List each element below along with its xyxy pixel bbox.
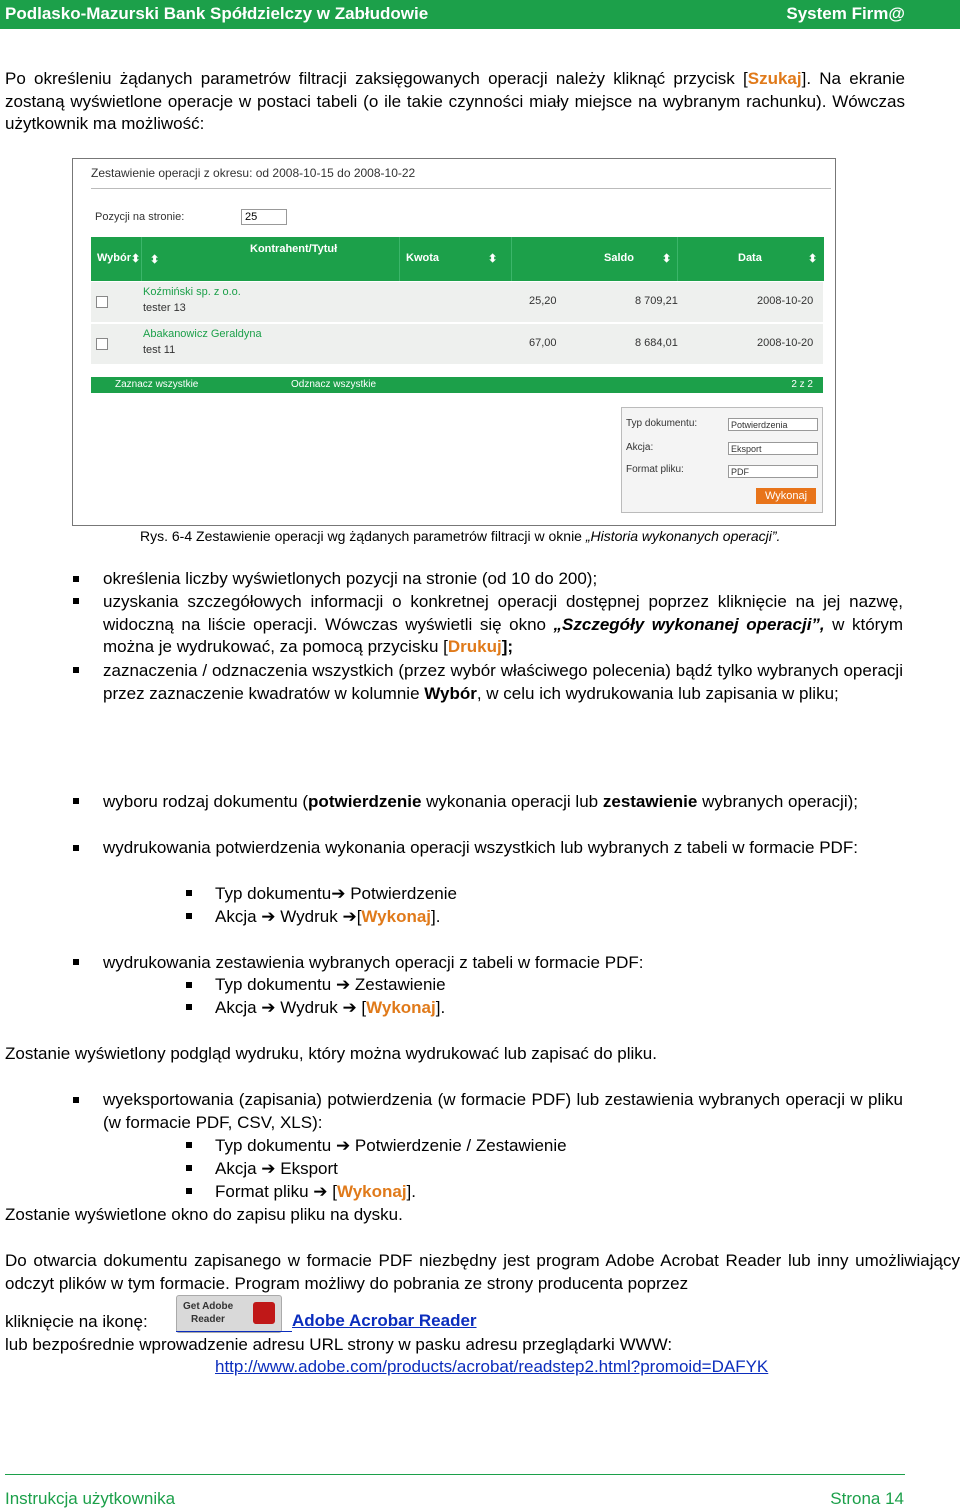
doc-type-select[interactable]: Potwierdzenia	[728, 418, 818, 431]
footer-divider	[5, 1474, 905, 1475]
preview-paragraph: Zostanie wyświetlony podgląd wydruku, który można wydrukować lub zapisać do pliku.	[5, 1044, 657, 1063]
bullet-icon	[186, 1165, 192, 1171]
bullet-icon	[73, 667, 79, 673]
list-item: wyeksportowania (zapisania) potwierdzenia (w formacie PDF) lub zestawienia wybranych operacji w pliku (w formacie PDF, CSV, XLS):	[103, 1090, 903, 1132]
page-counter: 2 z 2	[791, 379, 813, 390]
page-header	[0, 0, 960, 29]
bullet-icon	[73, 798, 79, 804]
list-item: określenia liczby wyświetlonych pozycji na stronie (od 10 do 200);	[103, 569, 598, 588]
col-date[interactable]: Data ⬍	[677, 237, 824, 281]
selection-bar	[91, 377, 823, 393]
contractor-link[interactable]: Abakanowicz Geraldyna	[143, 328, 262, 340]
date: 2008-10-20	[757, 337, 814, 349]
list-item: zaznaczenia / odznaczenia wszystkich (przez wybór właściwego polecenia) bądź tylko wybranych operacji przez zaznaczenie kwadratów w kolumnie Wybór, w celu ich wydrukowania lub zapisania w pliku;	[103, 661, 903, 703]
search-button-ref: Szukaj	[747, 69, 802, 88]
sub-item: Typ dokumentu ➔ Zestawienie	[215, 975, 446, 994]
per-page-label: Pozycji na stronie:	[95, 211, 185, 223]
list-item: uzyskania szczegółowych informacji o konkretnej operacji dostępnej poprzez kliknięcie na jej nazwę, widoczną na liście operacji. Wówczas wyświetli się okno „Szczegóły wykonanej operacji”, w którym można je wydrukować, za pomocą przycisku [Drukuj];	[103, 592, 903, 656]
sort-arrows-icon: ⬍	[150, 254, 160, 266]
bullet-icon	[186, 913, 192, 919]
amount: 25,20	[529, 295, 557, 307]
bullet-icon	[73, 1097, 79, 1103]
table-row[interactable]	[91, 323, 823, 364]
sub-item: Format pliku ➔ [Wykonaj].	[215, 1182, 416, 1201]
bullet-icon	[186, 1004, 192, 1010]
row-checkbox[interactable]	[96, 296, 108, 308]
per-page-select[interactable]: 25	[241, 209, 287, 225]
bank-name: Podlasko-Mazurski Bank Spółdzielczy w Zabłudowie	[5, 4, 429, 23]
col-amount[interactable]: Kwota ⬍	[399, 237, 512, 281]
operations-table	[91, 237, 823, 361]
adobe-reader-link[interactable]: Adobe Acrobar Reader	[292, 1311, 477, 1330]
sub-item: Akcja ➔ Wydruk ➔ [Wykonaj].	[215, 998, 446, 1017]
figure-caption: Rys. 6-4 Zestawienie operacji wg żądanych parametrów filtracji w oknie „Historia wykonanych operacji”.	[140, 528, 781, 544]
system-name: System Firm@	[786, 4, 905, 23]
doc-type-label: Typ dokumentu:	[626, 418, 698, 429]
row-checkbox[interactable]	[96, 338, 108, 350]
sort-arrows-icon: ⬍	[131, 253, 141, 265]
sort-arrows-icon: ⬍	[808, 253, 818, 265]
amount: 67,00	[529, 337, 557, 349]
operation-title: test 11	[143, 344, 176, 356]
list-item: wydrukowania potwierdzenia wykonania operacji wszystkich lub wybranych z tabeli w formacie PDF:	[103, 838, 858, 857]
adobe-url-link[interactable]: http://www.adobe.com/products/acrobat/readstep2.html?promoid=DAFYK	[215, 1357, 769, 1376]
bullet-icon	[73, 598, 79, 604]
bullet-icon	[73, 845, 79, 851]
direct-entry-text: lub bezpośrednie wprowadzenie adresu URL strony w pasku adresu przeglądarki WWW:	[5, 1335, 673, 1354]
table-row[interactable]	[91, 281, 823, 322]
format-label: Format pliku:	[626, 464, 684, 475]
action-label: Akcja:	[626, 442, 654, 453]
get-adobe-reader-icon[interactable]: Get Adobe Reader	[176, 1295, 282, 1333]
deselect-all-link[interactable]: Odznacz wszystkie	[291, 379, 377, 390]
url-wrap	[215, 1357, 768, 1377]
page-number: Strona 14	[830, 1489, 904, 1508]
format-select[interactable]: PDF	[728, 465, 818, 478]
list-item: wydrukowania zestawienia wybranych operacji z tabeli w formacie PDF:	[103, 953, 644, 972]
col-select[interactable]: Wybór ⬍	[91, 237, 141, 281]
action-select[interactable]: Eksport	[728, 442, 818, 455]
save-paragraph: Zostanie wyświetlone okno do zapisu pliku na dysku.	[5, 1205, 403, 1224]
acrobat-paragraph: Do otwarcia dokumentu zapisanego w formacie PDF niezbędny jest program Adobe Acrobat Reader lub inny umożliwiający odczyt plików w tym formacie. Program możliwy do pobrania ze strony producenta poprzez	[5, 1251, 960, 1293]
footer-left: Instrukcja użytkownika	[5, 1489, 176, 1508]
sub-item: Typ dokumentu➔ Potwierdzenie	[215, 884, 457, 903]
bullet-icon	[73, 959, 79, 965]
operations-screenshot	[72, 158, 836, 526]
sub-item: Typ dokumentu ➔ Potwierdzenie / Zestawienie	[215, 1136, 567, 1155]
reader-link-wrap	[292, 1311, 477, 1331]
sub-item: Akcja ➔ Eksport	[215, 1159, 338, 1178]
balance: 8 709,21	[635, 295, 678, 307]
sub-item: Akcja ➔ Wydruk ➔[Wykonaj].	[215, 907, 441, 926]
sort-arrows-icon: ⬍	[662, 253, 672, 265]
date: 2008-10-20	[757, 295, 814, 307]
intro-paragraph: Po określeniu żądanych parametrów filtracji zaksięgowanych operacji należy kliknąć przycisk [Szukaj]. Na ekranie zostaną wyświetlone operacje w postaci tabeli (o ile takie czynności miały miejsce na wybranym rachunku). Wówczas użytkownik ma możliwość:	[5, 69, 905, 133]
bullet-icon	[186, 982, 192, 988]
col-contractor[interactable]: Kontrahent/Tytuł ⬍	[141, 237, 400, 281]
link-underline	[176, 1331, 292, 1332]
balance: 8 684,01	[635, 337, 678, 349]
operation-title: tester 13	[143, 302, 186, 314]
col-balance[interactable]: Saldo ⬍	[511, 237, 678, 281]
execute-button[interactable]: Wykonaj	[756, 488, 816, 504]
select-all-link[interactable]: Zaznacz wszystkie	[115, 379, 199, 390]
list-item: wyboru rodzaj dokumentu (potwierdzenie wykonania operacji lub zestawienie wybranych operacji);	[103, 792, 858, 811]
sort-arrows-icon: ⬍	[488, 253, 498, 265]
bullet-icon	[186, 1142, 192, 1148]
contractor-link[interactable]: Koźmiński sp. z o.o.	[143, 286, 241, 298]
bullet-icon	[186, 890, 192, 896]
screenshot-title: Zestawienie operacji z okresu: od 2008-10-15 do 2008-10-22	[91, 166, 831, 189]
bullet-icon	[73, 576, 79, 582]
action-panel	[621, 407, 823, 513]
adobe-logo-icon	[253, 1302, 275, 1324]
click-icon-text: kliknięcie na ikonę:	[5, 1312, 148, 1331]
bullet-icon	[186, 1188, 192, 1194]
